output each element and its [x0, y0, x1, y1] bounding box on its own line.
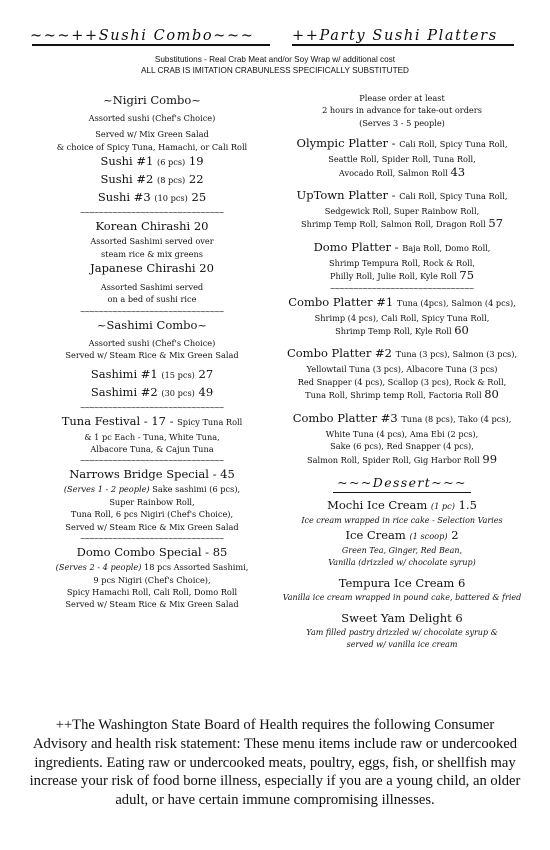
domo-combo-desc-3: Spicy Hamachi Roll, Cali Roll, Domo Roll: [66, 586, 238, 597]
menu-item-mochi-ice-cream: Mochi Ice Cream (1 pc) 1.5: [327, 497, 477, 512]
uptown-desc-2: Sedgewick Roll, Super Rainbow Roll,: [324, 206, 480, 217]
title-underline-right: [292, 44, 514, 46]
olympic-desc-3: Avocado Roll, Salmon Roll 43: [338, 164, 466, 179]
substitutions-line-2: ALL CRAB IS IMITATION CRABUNLESS SPECIFICALLY SUBSTITUTED: [141, 66, 409, 75]
combo2-desc-2: Yellowtail Tuna (3 pcs), Albacore Tuna (3 pcs): [306, 364, 498, 375]
combo3-desc-3: Sake (6 pcs), Red Snapper (4 pcs),: [330, 441, 474, 452]
menu-item-tempura-ice-cream: Tempura Ice Cream 6: [338, 575, 466, 590]
separator: ~~~~~~~~~~~~~~~~~~~~~~~~~~~~~~~: [80, 401, 224, 412]
nigiri-desc-2: Served w/ Mix Green Salad: [95, 129, 209, 140]
combo1-desc-3: Shrimp Temp Roll, Kyle Roll 60: [335, 323, 469, 338]
menu-item-combo-platter-1: Combo Platter #1 Tuna (4pcs), Salmon (4 pcs),: [288, 294, 516, 309]
korean-desc-2: steam rice & mix greens: [101, 248, 203, 259]
ice-cream-desc-1: Green Tea, Ginger, Red Bean,: [341, 545, 463, 555]
sashimi-combo-title: ~Sashimi Combo~: [96, 317, 208, 332]
ice-cream-desc-2: Vanilla (drizzled w/ chocolate syrup): [328, 557, 476, 567]
olympic-desc-2: Seattle Roll, Spider Roll, Tuna Roll,: [328, 154, 476, 165]
combo2-desc-3: Red Snapper (4 pcs), Scallop (3 pcs), Rock & Roll,: [297, 376, 507, 387]
menu-item-olympic-platter: Olympic Platter - Cali Roll, Spicy Tuna Roll,: [296, 136, 508, 151]
menu-item-japanese-chirashi: Japanese Chirashi 20: [90, 261, 214, 276]
nigiri-desc-1: Assorted sushi (Chef's Choice): [88, 113, 216, 123]
nigiri-combo-title: ~Nigiri Combo~: [103, 93, 201, 107]
japanese-desc-2: on a bed of sushi rice: [107, 294, 197, 305]
nigiri-desc-3: & choice of Spicy Tuna, Hamachi, or Cali Roll: [56, 141, 248, 152]
menu-item-sashimi-1: Sashimi #1 (15 pcs) 27: [90, 366, 214, 381]
sashimi-desc-2: Served w/ Steam Rice & Mix Green Salad: [65, 350, 239, 361]
yam-desc-2: served w/ vanilla ice cream: [346, 639, 458, 649]
menu-item-narrows-bridge: Narrows Bridge Special - 45: [69, 467, 235, 482]
menu-item-sushi-3: Sushi #3 (10 pcs) 25: [97, 190, 207, 205]
separator: ~~~~~~~~~~~~~~~~~~~~~~~~~~~~~~~: [80, 305, 224, 316]
order-note-2: 2 hours in advance for take-out orders: [322, 105, 482, 116]
order-note-1: Please order at least: [359, 93, 445, 103]
menu-item-sushi-1: Sushi #1 (6 pcs) 19: [100, 154, 204, 169]
narrows-desc-1: (Serves 1 - 2 people) Sake sashimi (6 pcs),: [63, 484, 241, 495]
dessert-title: ~~~Dessert~~~: [333, 474, 471, 493]
combo1-desc-2: Shrimp (4 pcs), Cali Roll, Spicy Tuna Roll,: [314, 312, 490, 323]
substitutions-line-1: Substitutions - Real Crab Meat and/or Soy Wrap w/ additional cost: [154, 55, 396, 64]
menu-item-korean-chirashi: Korean Chirashi 20: [95, 219, 209, 234]
menu-item-sweet-yam-delight: Sweet Yam Delight 6: [341, 610, 463, 625]
sashimi-desc-1: Assorted sushi (Chef's Choice): [88, 337, 216, 348]
right-column: [278, 92, 526, 651]
domo-combo-desc-4: Served w/ Steam Rice & Mix Green Salad: [65, 599, 239, 610]
menu-header: [30, 28, 530, 50]
separator: ~~~~~~~~~~~~~~~~~~~~~~~~~~~~~~~: [80, 207, 224, 218]
menu-item-uptown-platter: UpTown Platter - Cali Roll, Spicy Tuna Roll,: [296, 188, 508, 203]
domo-combo-desc-1: (Serves 2 - 4 people) 18 pcs Assorted Sashimi,: [55, 562, 249, 573]
separator: ~~~~~~~~~~~~~~~~~~~~~~~~~~~~~~~: [80, 455, 224, 466]
order-note-3: (Serves 3 - 5 people): [359, 117, 445, 128]
party-platters-title: ++Party Sushi Platters: [292, 28, 498, 44]
menu-item-sushi-2: Sushi #2 (8 pcs) 22: [100, 172, 204, 187]
menu-item-domo-combo: Domo Combo Special - 85: [76, 545, 228, 560]
consumer-advisory: ++The Washington State Board of Health requires the following Consumer Advisory and health risk statement: These menu items include raw or undercooked ingredients. Eating raw or undercooked meats, poultry, eggs, fish, or shellfish may increase your risk of food borne illness, especially if you are a young child, an older adult, or have certain immune compromising illnesses.: [29, 717, 521, 809]
sushi-combo-title: ~~~++Sushi Combo~~~: [30, 28, 255, 44]
combo2-desc-4: Tuna Roll, Shrimp temp Roll, Factoria Roll 80: [305, 387, 499, 402]
domo-platter-desc-2: Shrimp Tempura Roll, Rock & Roll,: [329, 257, 475, 268]
separator: ~~~~~~~~~~~~~~~~~~~~~~~~~~~~~~~: [330, 282, 474, 293]
separator: ~~~~~~~~~~~~~~~~~~~~~~~~~~~~~~~: [80, 533, 224, 544]
mochi-desc: Ice cream wrapped in rice cake - Selection Varies: [301, 515, 503, 525]
uptown-desc-3: Shrimp Temp Roll, Salmon Roll, Dragon Roll 57: [300, 216, 504, 231]
tuna-festival-desc-1: & 1 pc Each - Tuna, White Tuna,: [84, 431, 220, 442]
japanese-desc-1: Assorted Sashimi served: [100, 282, 204, 293]
title-underline-left: [32, 44, 270, 46]
narrows-desc-3: Tuna Roll, 6 pcs Nigiri (Chef's Choice),: [70, 509, 234, 520]
combo3-desc-2: White Tuna (4 pcs), Ama Ebi (2 pcs),: [325, 428, 479, 439]
narrows-desc-4: Served w/ Steam Rice & Mix Green Salad: [65, 521, 239, 532]
domo-platter-desc-3: Philly Roll, Julie Roll, Kyle Roll 75: [329, 268, 475, 283]
combo3-desc-4: Salmon Roll, Spider Roll, Gig Harbor Roll 99: [306, 451, 498, 466]
menu-item-combo-platter-2: Combo Platter #2 Tuna (3 pcs), Salmon (3 pcs),: [286, 346, 518, 361]
tempura-desc: Vanilla ice cream wrapped in pound cake, battered & fried: [282, 592, 522, 602]
menu-item-domo-platter: Domo Platter - Baja Roll, Domo Roll,: [313, 239, 491, 254]
narrows-desc-2: Super Rainbow Roll,: [109, 496, 195, 507]
menu-item-tuna-festival: Tuna Festival - 17 - Spicy Tuna Roll: [61, 413, 243, 428]
menu-item-sashimi-2: Sashimi #2 (30 pcs) 49: [90, 384, 214, 399]
tuna-festival-desc-2: Albacore Tuna, & Cajun Tuna: [90, 444, 214, 455]
yam-desc-1: Yam filled pastry drizzled w/ chocolate syrup &: [306, 627, 498, 637]
korean-desc-1: Assorted Sashimi served over: [90, 236, 214, 247]
menu-item-combo-platter-3: Combo Platter #3 Tuna (8 pcs), Tako (4 pcs),: [292, 410, 512, 425]
dessert-heading: [278, 472, 526, 493]
left-column: [28, 92, 276, 611]
menu-item-ice-cream: Ice Cream (1 scoop) 2: [345, 527, 459, 542]
domo-combo-desc-2: 9 pcs Nigiri (Chef's Choice),: [93, 574, 211, 585]
substitutions-note: [0, 54, 550, 76]
